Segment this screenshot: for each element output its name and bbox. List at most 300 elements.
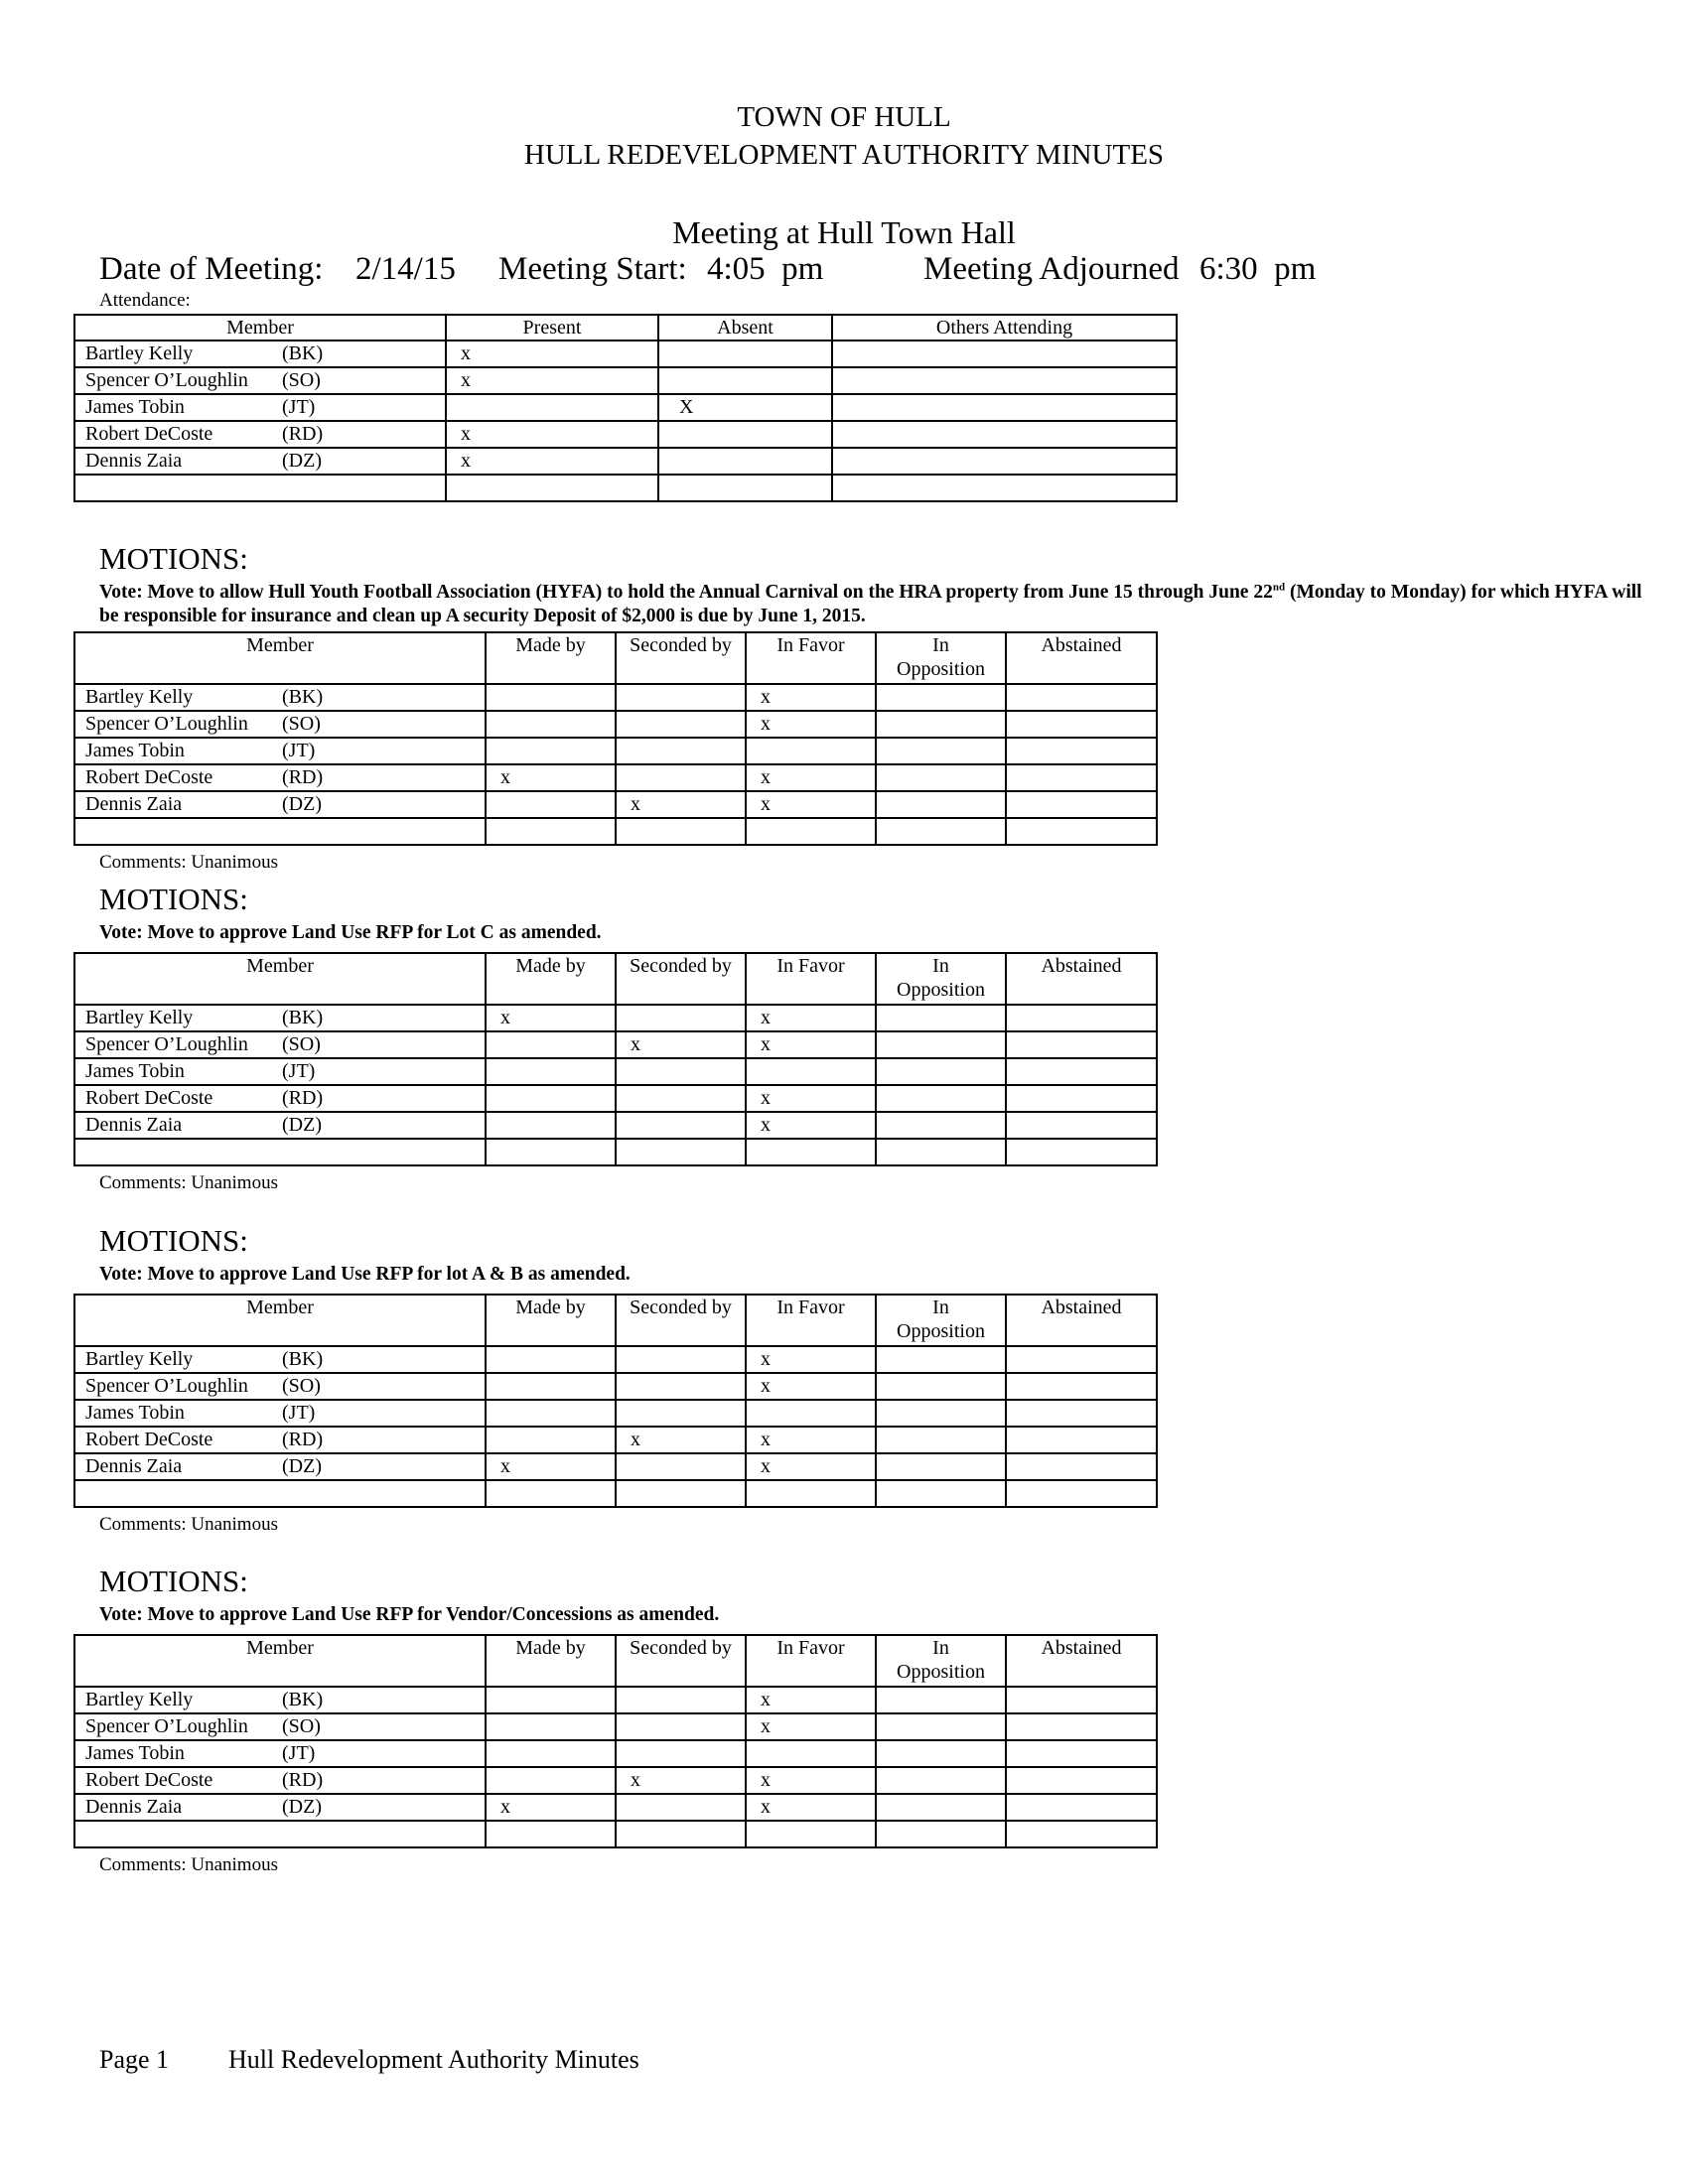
vote-mark-abst [1006, 1794, 1157, 1821]
vote-row [74, 1005, 1157, 1031]
vote-mark-seconded [616, 1373, 746, 1400]
vote-mark-made [486, 1767, 616, 1794]
empty-cell [832, 475, 1177, 501]
attendance-row [74, 367, 1177, 394]
member-name: Bartley Kelly [85, 686, 194, 708]
vote-row [74, 738, 1157, 764]
member-name: Dennis Zaia [85, 793, 183, 815]
member-cell [74, 421, 446, 448]
vote-mark-seconded [616, 1085, 746, 1112]
member-cell [74, 791, 486, 818]
member-name: Dennis Zaia [85, 1796, 183, 1818]
col-seconded-by: Seconded by [616, 1295, 746, 1346]
vote-mark-opp [876, 1058, 1006, 1085]
vote-mark-opp [876, 1085, 1006, 1112]
member-code: (SO) [282, 1033, 321, 1055]
vote-row [74, 791, 1157, 818]
member-name: Bartley Kelly [85, 1689, 194, 1710]
empty-cell [486, 818, 616, 845]
member-name: James Tobin [85, 1742, 185, 1764]
vote-mark-opp [876, 1687, 1006, 1713]
vote-text-part: Vote: Move to approve Land Use RFP for lot A & B as amended. [99, 1264, 631, 1285]
vote-mark-made [486, 1085, 616, 1112]
empty-cell [486, 1480, 616, 1507]
col-abstained: Abstained [1006, 632, 1157, 684]
empty-cell [616, 1139, 746, 1165]
vote-row [74, 1713, 1157, 1740]
member-code: (JT) [282, 396, 316, 418]
vote-mark-favor: x [746, 1794, 876, 1821]
vote-mark-favor: x [746, 1031, 876, 1058]
col-member: Member [74, 315, 446, 341]
vote-mark-made [486, 684, 616, 711]
member-name: James Tobin [85, 1402, 185, 1424]
col-abstained: Abstained [1006, 1295, 1157, 1346]
present-mark [446, 394, 658, 421]
member-name: Dennis Zaia [85, 450, 183, 472]
col-in-opposition: In Opposition [876, 1635, 1006, 1687]
empty-cell [1006, 1139, 1157, 1165]
motion-comments: Comments: Unanimous [99, 1172, 278, 1193]
present-mark: x [446, 448, 658, 475]
vote-mark-made: x [486, 1453, 616, 1480]
vote-text-part: Vote: Move to allow Hull Youth Football Association (HYFA) to hold the Annual Carnival on the HRA property from June 15 through June 22 [99, 582, 1273, 603]
meeting-location: Meeting at Hull Town Hall [672, 214, 1016, 250]
vote-mark-favor: x [746, 711, 876, 738]
vote-mark-made [486, 1373, 616, 1400]
vote-mark-favor: x [746, 791, 876, 818]
vote-mark-seconded [616, 1453, 746, 1480]
vote-mark-opp [876, 684, 1006, 711]
vote-mark-seconded [616, 1346, 746, 1373]
vote-mark-abst [1006, 764, 1157, 791]
motion-vote-table [73, 1294, 1158, 1508]
vote-row [74, 818, 1157, 845]
vote-mark-abst [1006, 711, 1157, 738]
member-name: James Tobin [85, 740, 185, 761]
empty-cell [616, 818, 746, 845]
vote-mark-opp [876, 1373, 1006, 1400]
attendance-row [74, 421, 1177, 448]
vote-mark-favor [746, 1740, 876, 1767]
vote-mark-seconded [616, 1112, 746, 1139]
member-cell [74, 1740, 486, 1767]
adjourn-value: 6:30 pm [1199, 251, 1317, 287]
empty-cell [74, 1821, 486, 1847]
vote-superscript: nd [1272, 581, 1286, 594]
vote-text [99, 1263, 1648, 1287]
vote-mark-made [486, 791, 616, 818]
motion-vote-table [73, 1634, 1158, 1848]
empty-cell [1006, 1821, 1157, 1847]
member-name: Spencer O’Loughlin [85, 1375, 248, 1397]
col-in-favor: In Favor [746, 953, 876, 1005]
member-name: James Tobin [85, 1060, 185, 1082]
empty-cell [658, 475, 832, 501]
others-cell [832, 341, 1177, 367]
vote-mark-abst [1006, 1005, 1157, 1031]
vote-mark-opp [876, 1794, 1006, 1821]
member-code: (SO) [282, 713, 321, 735]
vote-mark-seconded [616, 1713, 746, 1740]
vote-mark-abst [1006, 1031, 1157, 1058]
member-name: Spencer O’Loughlin [85, 369, 248, 391]
vote-mark-favor: x [746, 1453, 876, 1480]
col-abstained: Abstained [1006, 953, 1157, 1005]
col-in-favor: In Favor [746, 1295, 876, 1346]
member-code: (BK) [282, 1689, 324, 1710]
member-name: Dennis Zaia [85, 1455, 183, 1477]
vote-text [99, 921, 1648, 945]
member-code: (DZ) [282, 1114, 322, 1136]
empty-cell [876, 1480, 1006, 1507]
member-cell [74, 367, 446, 394]
vote-mark-abst [1006, 1058, 1157, 1085]
vote-mark-seconded [616, 738, 746, 764]
vote-mark-seconded [616, 684, 746, 711]
member-code: (RD) [282, 1769, 324, 1791]
member-code: (SO) [282, 1375, 321, 1397]
attendance-row [74, 341, 1177, 367]
member-name: James Tobin [85, 396, 185, 418]
member-code: (JT) [282, 740, 316, 761]
member-cell [74, 1373, 486, 1400]
member-code: (DZ) [282, 450, 322, 472]
vote-mark-made: x [486, 1005, 616, 1031]
member-code: (SO) [282, 369, 321, 391]
member-cell [74, 1058, 486, 1085]
empty-cell [746, 818, 876, 845]
vote-mark-made [486, 1346, 616, 1373]
present-mark: x [446, 367, 658, 394]
vote-mark-opp [876, 791, 1006, 818]
vote-mark-opp [876, 738, 1006, 764]
vote-mark-favor: x [746, 1373, 876, 1400]
vote-row [74, 1740, 1157, 1767]
vote-mark-made [486, 1031, 616, 1058]
vote-row [74, 1085, 1157, 1112]
member-cell [74, 1794, 486, 1821]
vote-mark-seconded: x [616, 1767, 746, 1794]
member-code: (RD) [282, 423, 324, 445]
col-made-by: Made by [486, 632, 616, 684]
col-seconded-by: Seconded by [616, 1635, 746, 1687]
col-in-opposition: In Opposition [876, 1295, 1006, 1346]
col-absent: Absent [658, 315, 832, 341]
empty-cell [746, 1480, 876, 1507]
vote-mark-favor: x [746, 1427, 876, 1453]
others-cell [832, 448, 1177, 475]
member-cell [74, 1453, 486, 1480]
member-name: Spencer O’Loughlin [85, 1033, 248, 1055]
document-title: HULL REDEVELOPMENT AUTHORITY MINUTES [523, 139, 1165, 171]
vote-mark-favor: x [746, 1767, 876, 1794]
member-name: Spencer O’Loughlin [85, 1715, 248, 1737]
vote-mark-seconded [616, 764, 746, 791]
member-code: (RD) [282, 1087, 324, 1109]
vote-mark-made [486, 711, 616, 738]
member-cell [74, 1713, 486, 1740]
col-made-by: Made by [486, 1295, 616, 1346]
member-cell [74, 448, 446, 475]
empty-cell [746, 1821, 876, 1847]
vote-mark-opp [876, 764, 1006, 791]
member-cell [74, 1767, 486, 1794]
member-name: Robert DeCoste [85, 766, 213, 788]
date-label: Date of Meeting: [99, 251, 324, 287]
member-code: (JT) [282, 1742, 316, 1764]
vote-text [99, 581, 1648, 628]
absent-mark [658, 341, 832, 367]
member-name: Robert DeCoste [85, 423, 213, 445]
vote-mark-favor: x [746, 1085, 876, 1112]
vote-mark-opp [876, 1740, 1006, 1767]
vote-mark-abst [1006, 1427, 1157, 1453]
empty-cell [486, 1821, 616, 1847]
footer-title: Hull Redevelopment Authority Minutes [228, 2045, 639, 2074]
member-code: (JT) [282, 1060, 316, 1082]
vote-row [74, 1687, 1157, 1713]
vote-mark-made: x [486, 1794, 616, 1821]
vote-mark-opp [876, 1713, 1006, 1740]
vote-mark-abst [1006, 1085, 1157, 1112]
empty-cell [876, 1139, 1006, 1165]
col-present: Present [446, 315, 658, 341]
empty-cell [1006, 818, 1157, 845]
vote-mark-opp [876, 1005, 1006, 1031]
vote-mark-seconded: x [616, 1031, 746, 1058]
vote-mark-abst [1006, 1740, 1157, 1767]
vote-row [74, 1767, 1157, 1794]
vote-mark-abst [1006, 1687, 1157, 1713]
empty-cell [616, 1480, 746, 1507]
empty-cell [446, 475, 658, 501]
vote-text-part: Vote: Move to approve Land Use RFP for Vendor/Concessions as amended. [99, 1604, 720, 1625]
vote-mark-favor: x [746, 764, 876, 791]
motion-comments: Comments: Unanimous [99, 1854, 278, 1875]
member-code: (SO) [282, 1715, 321, 1737]
vote-row [74, 1794, 1157, 1821]
empty-cell [876, 818, 1006, 845]
member-code: (JT) [282, 1402, 316, 1424]
others-cell [832, 394, 1177, 421]
col-seconded-by: Seconded by [616, 953, 746, 1005]
empty-cell [74, 475, 446, 501]
member-name: Robert DeCoste [85, 1769, 213, 1791]
empty-cell [876, 1821, 1006, 1847]
vote-mark-seconded [616, 1400, 746, 1427]
vote-mark-seconded [616, 711, 746, 738]
member-code: (BK) [282, 1348, 324, 1370]
vote-mark-made [486, 1400, 616, 1427]
present-mark: x [446, 341, 658, 367]
col-seconded-by: Seconded by [616, 632, 746, 684]
attendance-row [74, 448, 1177, 475]
vote-text [99, 1603, 1648, 1627]
motion-comments: Comments: Unanimous [99, 852, 278, 873]
vote-mark-opp [876, 1427, 1006, 1453]
col-member: Member [74, 953, 486, 1005]
motion-vote-table [73, 952, 1158, 1166]
date-value: 2/14/15 [355, 251, 456, 287]
member-code: (DZ) [282, 1455, 322, 1477]
vote-text-part: (Monday to Monday) for which HYFA will be responsible for insurance and clean up A security Deposit of $2,000 is due by June 1, 2015. [99, 582, 1642, 626]
member-code: (DZ) [282, 793, 322, 815]
vote-row [74, 764, 1157, 791]
vote-mark-opp [876, 1767, 1006, 1794]
member-cell [74, 1400, 486, 1427]
col-in-opposition: In Opposition [876, 953, 1006, 1005]
col-member: Member [74, 1295, 486, 1346]
empty-cell [746, 1139, 876, 1165]
member-cell [74, 1005, 486, 1031]
empty-cell [486, 1139, 616, 1165]
col-made-by: Made by [486, 1635, 616, 1687]
vote-mark-favor: x [746, 1687, 876, 1713]
vote-mark-favor: x [746, 684, 876, 711]
footer-page-number: Page 1 [99, 2045, 170, 2074]
col-in-favor: In Favor [746, 632, 876, 684]
vote-mark-seconded [616, 1794, 746, 1821]
col-others: Others Attending [832, 315, 1177, 341]
vote-mark-abst [1006, 1373, 1157, 1400]
vote-row [74, 1139, 1157, 1165]
vote-mark-abst [1006, 1346, 1157, 1373]
motion-comments: Comments: Unanimous [99, 1514, 278, 1535]
vote-mark-abst [1006, 1713, 1157, 1740]
vote-mark-seconded [616, 1740, 746, 1767]
vote-mark-abst [1006, 738, 1157, 764]
vote-mark-opp [876, 1453, 1006, 1480]
member-cell [74, 1085, 486, 1112]
member-cell [74, 684, 486, 711]
member-code: (BK) [282, 1007, 324, 1028]
motions-heading: MOTIONS: [99, 1564, 248, 1598]
member-cell [74, 1427, 486, 1453]
vote-mark-favor [746, 738, 876, 764]
attendance-table [73, 314, 1178, 502]
col-in-favor: In Favor [746, 1635, 876, 1687]
member-cell [74, 1346, 486, 1373]
absent-mark: X [658, 394, 832, 421]
vote-mark-seconded [616, 1005, 746, 1031]
vote-row [74, 684, 1157, 711]
member-code: (RD) [282, 1429, 324, 1450]
vote-mark-abst [1006, 1767, 1157, 1794]
member-cell [74, 1687, 486, 1713]
vote-mark-made [486, 1740, 616, 1767]
vote-mark-made: x [486, 764, 616, 791]
vote-mark-opp [876, 1346, 1006, 1373]
vote-mark-abst [1006, 1400, 1157, 1427]
others-cell [832, 421, 1177, 448]
vote-mark-abst [1006, 791, 1157, 818]
motions-heading: MOTIONS: [99, 1223, 248, 1258]
motions-heading: MOTIONS: [99, 882, 248, 916]
vote-mark-made [486, 738, 616, 764]
empty-cell [74, 1480, 486, 1507]
vote-row [74, 1400, 1157, 1427]
vote-row [74, 711, 1157, 738]
vote-mark-favor: x [746, 1112, 876, 1139]
absent-mark [658, 448, 832, 475]
vote-mark-made [486, 1687, 616, 1713]
absent-mark [658, 421, 832, 448]
col-abstained: Abstained [1006, 1635, 1157, 1687]
col-member: Member [74, 1635, 486, 1687]
vote-mark-made [486, 1058, 616, 1085]
member-cell [74, 1112, 486, 1139]
town-title: TOWN OF HULL [737, 101, 951, 133]
vote-mark-opp [876, 1112, 1006, 1139]
vote-row [74, 1346, 1157, 1373]
start-value: 4:05 pm [707, 251, 824, 287]
vote-row [74, 1480, 1157, 1507]
empty-cell [74, 818, 486, 845]
vote-row [74, 1453, 1157, 1480]
vote-mark-opp [876, 1400, 1006, 1427]
motion-vote-table [73, 631, 1158, 846]
attendance-row [74, 394, 1177, 421]
attendance-label: Attendance: [99, 290, 191, 311]
vote-mark-made [486, 1112, 616, 1139]
vote-mark-favor: x [746, 1346, 876, 1373]
vote-row [74, 1058, 1157, 1085]
member-code: (BK) [282, 686, 324, 708]
vote-mark-made [486, 1427, 616, 1453]
vote-mark-favor [746, 1058, 876, 1085]
start-label: Meeting Start: [498, 251, 687, 287]
empty-cell [74, 1139, 486, 1165]
member-cell [74, 738, 486, 764]
present-mark: x [446, 421, 658, 448]
col-made-by: Made by [486, 953, 616, 1005]
vote-mark-favor: x [746, 1713, 876, 1740]
empty-cell [1006, 1480, 1157, 1507]
member-name: Spencer O’Loughlin [85, 713, 248, 735]
member-name: Dennis Zaia [85, 1114, 183, 1136]
vote-mark-abst [1006, 684, 1157, 711]
attendance-row [74, 475, 1177, 501]
member-name: Robert DeCoste [85, 1429, 213, 1450]
col-member: Member [74, 632, 486, 684]
vote-mark-abst [1006, 1453, 1157, 1480]
vote-mark-opp [876, 711, 1006, 738]
vote-mark-seconded: x [616, 1427, 746, 1453]
vote-row [74, 1373, 1157, 1400]
vote-mark-favor [746, 1400, 876, 1427]
member-code: (DZ) [282, 1796, 322, 1818]
vote-mark-opp [876, 1031, 1006, 1058]
vote-mark-seconded: x [616, 791, 746, 818]
member-cell [74, 1031, 486, 1058]
empty-cell [616, 1821, 746, 1847]
member-cell [74, 341, 446, 367]
col-in-opposition: In Opposition [876, 632, 1006, 684]
vote-mark-favor: x [746, 1005, 876, 1031]
vote-mark-seconded [616, 1687, 746, 1713]
member-cell [74, 711, 486, 738]
vote-mark-seconded [616, 1058, 746, 1085]
vote-row [74, 1427, 1157, 1453]
vote-row [74, 1821, 1157, 1847]
member-name: Bartley Kelly [85, 1007, 194, 1028]
member-code: (RD) [282, 766, 324, 788]
vote-text-part: Vote: Move to approve Land Use RFP for Lot C as amended. [99, 922, 602, 943]
others-cell [832, 367, 1177, 394]
vote-row [74, 1112, 1157, 1139]
member-code: (BK) [282, 342, 324, 364]
